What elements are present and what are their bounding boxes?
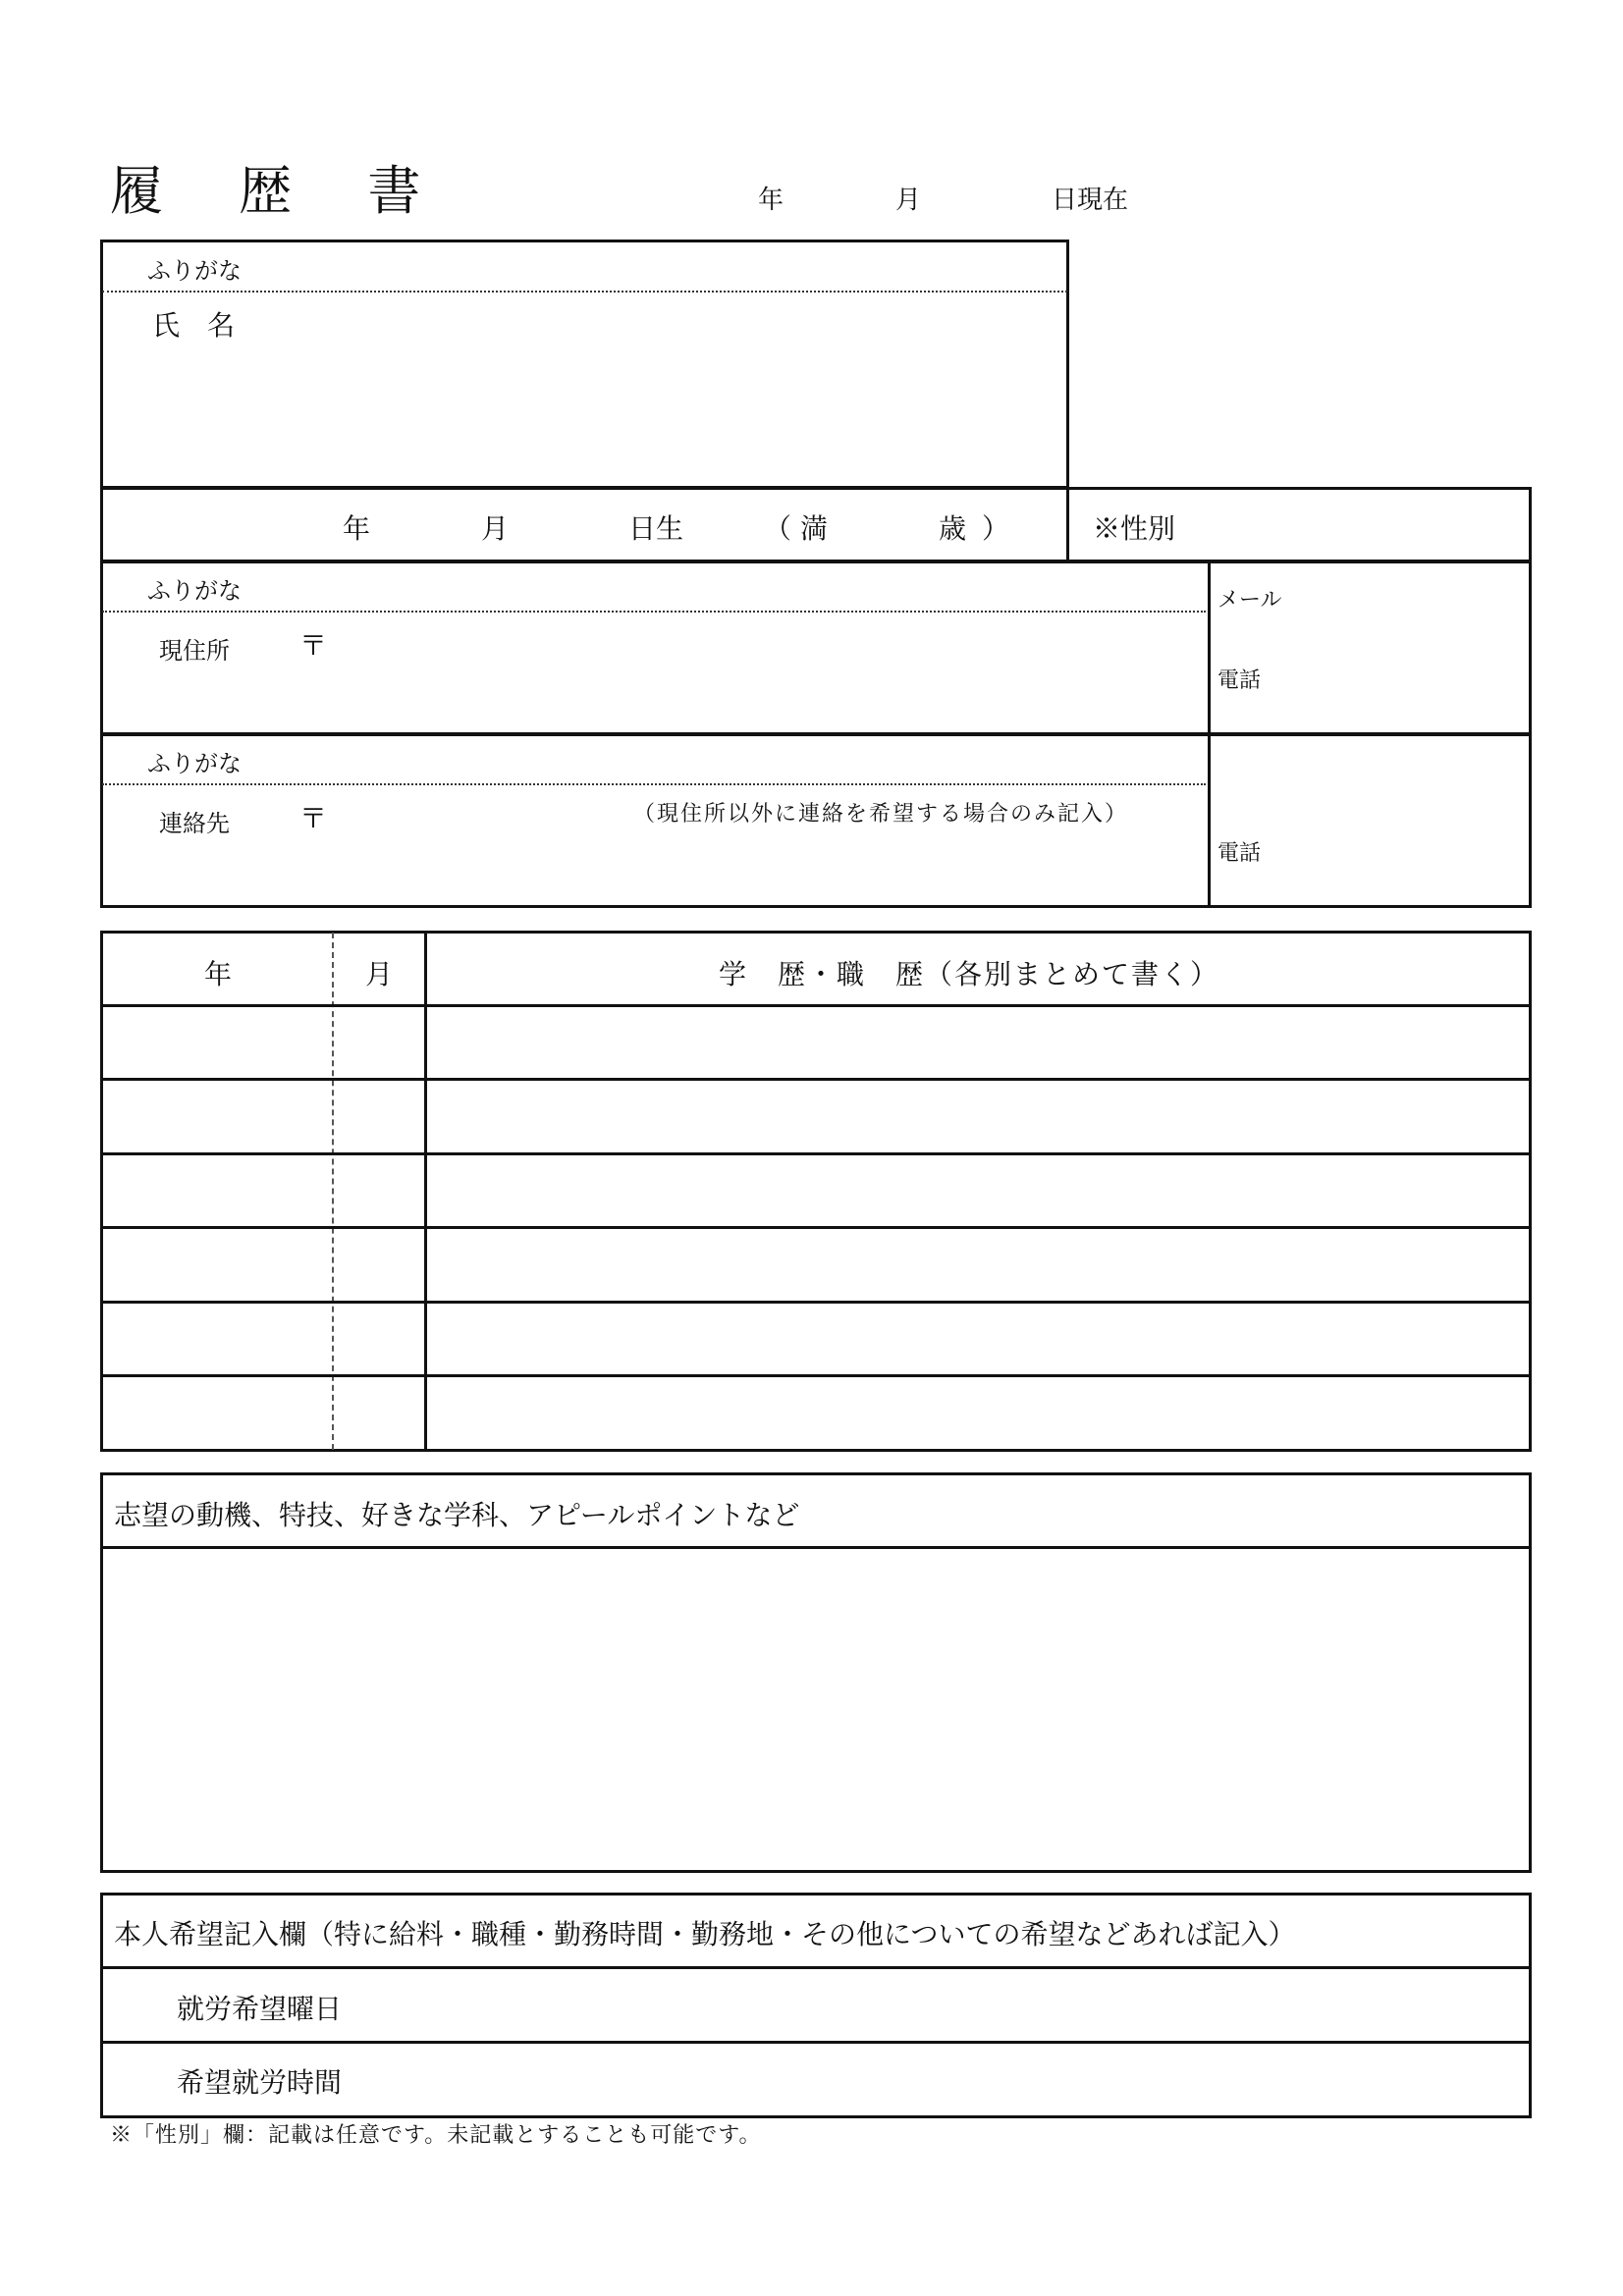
history-row-4-month[interactable] <box>336 1230 422 1299</box>
contact-postal-mark: 〒 <box>299 802 328 834</box>
address-postal-mark: 〒 <box>299 629 328 662</box>
history-row-2-text[interactable] <box>428 1082 1528 1150</box>
history-row-5-year[interactable] <box>104 1305 330 1373</box>
work-days-label: 就労希望曜日 <box>177 1993 343 2025</box>
wishes-divider-2 <box>102 2041 1530 2044</box>
history-row-2-year[interactable] <box>104 1082 330 1150</box>
history-col-month: 月 <box>365 958 394 990</box>
address-furigana-field[interactable] <box>295 565 1198 609</box>
date-month-label: 月 <box>895 186 922 215</box>
motivation-field[interactable] <box>104 1551 1528 1867</box>
name-furigana-label: ふりがな <box>147 257 242 285</box>
history-row-1-month[interactable] <box>336 1008 422 1077</box>
history-row-6-year[interactable] <box>104 1378 330 1447</box>
name-furigana-divider <box>102 291 1067 293</box>
wishes-divider-1 <box>102 1966 1530 1969</box>
contact-phone-label: 電話 <box>1217 841 1262 866</box>
birth-month-label: 月 <box>481 512 510 545</box>
gender-label: ※性別 <box>1093 512 1176 545</box>
history-row-1-year[interactable] <box>104 1008 330 1077</box>
address-furigana-label: ふりがな <box>147 577 242 605</box>
address-field[interactable] <box>339 618 1198 726</box>
history-row-6-month[interactable] <box>336 1378 422 1447</box>
work-hours-field[interactable] <box>373 2046 1522 2112</box>
motivation-label: 志望の動機、特技、好きな学科、アピールポイントなど <box>114 1499 800 1531</box>
birth-year-label: 年 <box>343 512 371 545</box>
history-col-year: 年 <box>204 958 233 990</box>
history-row-2-month[interactable] <box>336 1082 422 1150</box>
date-day-label: 日現在 <box>1052 186 1129 215</box>
history-row-4-year[interactable] <box>104 1230 330 1299</box>
age-close-paren: ） <box>982 512 1010 545</box>
address-contact-divider <box>1208 561 1211 735</box>
history-row-line <box>102 1374 1530 1377</box>
footnote: ※「性別」欄：記載は任意です。未記載とすることも可能です。 <box>110 2123 762 2148</box>
history-row-3-year[interactable] <box>104 1156 330 1225</box>
history-row-5-text[interactable] <box>428 1305 1528 1373</box>
name-field[interactable] <box>255 299 1060 481</box>
work-days-field[interactable] <box>373 1971 1522 2038</box>
contact-furigana-field[interactable] <box>295 738 1198 781</box>
address-phone-label: 電話 <box>1217 668 1262 693</box>
history-row-1-text[interactable] <box>428 1008 1528 1077</box>
history-col-text: 学 歴・職 歴（各別まとめて書く） <box>719 958 1220 990</box>
history-row-3-month[interactable] <box>336 1156 422 1225</box>
history-row-line <box>102 1078 1530 1081</box>
history-row-3-text[interactable] <box>428 1156 1528 1225</box>
name-furigana-field[interactable] <box>295 245 1060 289</box>
birth-date-field[interactable] <box>147 491 1051 558</box>
age-open-paren: （ <box>764 512 792 545</box>
name-label: 氏 名 <box>152 309 236 342</box>
date-year-label: 年 <box>758 186 784 215</box>
age-label: 満 <box>800 512 829 545</box>
birth-gender-divider <box>1066 487 1069 562</box>
history-row-4-text[interactable] <box>428 1230 1528 1299</box>
document-title: 履 歴 書 <box>110 160 451 222</box>
age-unit-label: 歳 <box>939 512 967 545</box>
history-row-line <box>102 1226 1530 1229</box>
wishes-label: 本人希望記入欄（特に給料・職種・勤務時間・勤務地・その他についての希望などあれば記入） <box>114 1918 1296 1950</box>
mail-field[interactable] <box>1306 569 1522 628</box>
contact-furigana-divider <box>102 783 1206 785</box>
work-hours-label: 希望就労時間 <box>177 2066 343 2099</box>
history-month-text-divider <box>424 933 427 1450</box>
contact-phone-field[interactable] <box>1276 821 1522 899</box>
history-row-line <box>102 1301 1530 1304</box>
contact-furigana-label: ふりがな <box>147 750 242 777</box>
contact-note: （現住所以外に連絡を希望する場合のみ記入） <box>633 802 1129 827</box>
history-row-6-text[interactable] <box>428 1378 1528 1447</box>
history-row-5-month[interactable] <box>336 1305 422 1373</box>
history-row-line <box>102 1004 1530 1007</box>
history-row-line <box>102 1152 1530 1155</box>
birth-day-label: 日生 <box>628 512 684 545</box>
contact-phone-divider <box>1208 733 1211 908</box>
address-furigana-divider <box>102 611 1206 613</box>
contact-label: 連絡先 <box>159 810 230 837</box>
mail-label: メール <box>1217 588 1282 613</box>
address-label: 現住所 <box>159 637 230 665</box>
gender-field[interactable] <box>1198 491 1522 558</box>
history-year-month-divider <box>332 933 334 1450</box>
address-phone-field[interactable] <box>1276 648 1522 726</box>
motivation-divider <box>102 1546 1530 1549</box>
contact-field[interactable] <box>339 829 1198 900</box>
